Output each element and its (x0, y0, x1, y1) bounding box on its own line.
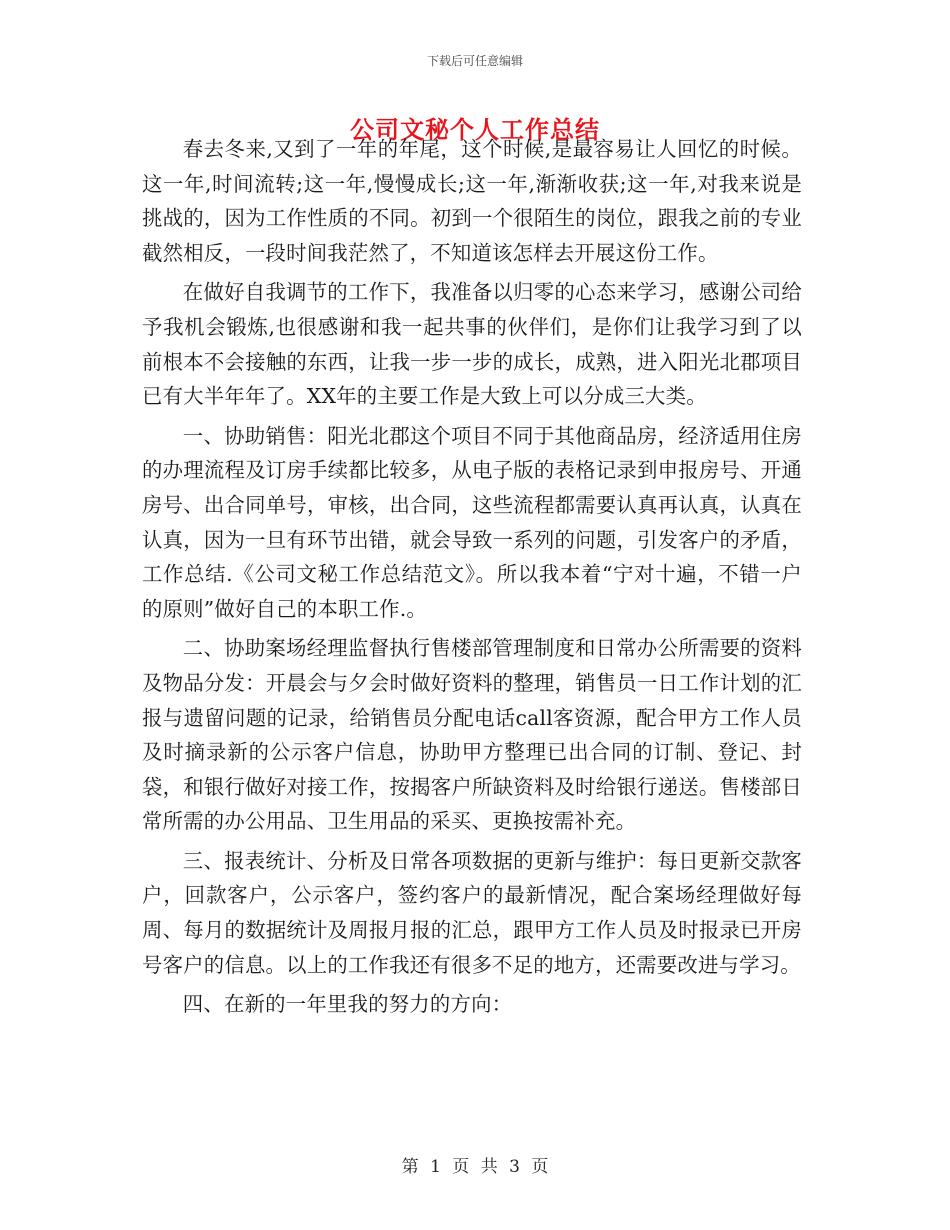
paragraph: 四、在新的一年里我的努力的方向： (182, 992, 513, 1017)
document-title: 公司文秘个人工作总结 (350, 116, 600, 144)
paragraph: 春去冬来,又到了一年的年尾，这个时候,是最容易让人回忆的时候。这一年,时间流转;这一年,慢慢成长;这一年,渐渐收获;这一年,对我来说是挑战的，因为工作性质的不同。初到一个很陌生的岗位，跟我之前的专业截然相反，一段时间我茫然了，不知道该怎样去开展这份工作。 (142, 137, 802, 265)
header-note: 下载后可任意编辑 (426, 54, 523, 68)
paragraph: 三、报表统计、分析及日常各项数据的更新与维护：每日更新交款客户，回款客户，公示客户，签约客户的最新情况，配合案场经理做好每周、每月的数据统计及周报月报的汇总，跟甲方工作人员及时报录已开房号客户的信息。以上的工作我还有很多不足的地方，还需要改进与学习。 (142, 848, 802, 977)
paragraph: 二、协助案场经理监督执行售楼部管理制度和日常办公所需要的资料及物品分发：开晨会与夕会时做好资料的整理，销售员一日工作计划的汇报与遗留问题的记录，给销售员分配电话call客资源，配合甲方工作人员及时摘录新的公示客户信息，协助甲方整理已出合同的订制、登记、封袋，和银行做好对接工作，按揭客户所缺资料及时给银行递送。售楼部日常所需的办公用品、卫生用品的采买、更换按需补充。 (142, 636, 802, 834)
paragraph: 一、协助销售：阳光北郡这个项目不同于其他商品房，经济适用住房的办理流程及订房手续都比较多，从电子版的表格记录到申报房号、开通房号、出合同单号，审核，出合同，这些流程都需要认真再认真，认真在认真，因为一旦有环节出错，就会导致一系列的问题，引发客户的矛盾，工作总结.《公司文秘工作总结范文》。所以我本着“宁对十遍，不错一户的原则”做好自己的本职工作.。 (142, 423, 802, 621)
document-body (142, 132, 802, 1027)
paragraph: 在做好自我调节的工作下，我准备以归零的心态来学习，感谢公司给予我机会锻炼,也很感谢和我一起共事的伙伴们，是你们让我学习到了以前根本不会接触的东西，让我一步一步的成长，成熟，进入阳光北郡项目已有大半年年了。XX年的主要工作是大致上可以分成三大类。 (142, 280, 802, 409)
page-number: 第 1 页 共 3 页 (401, 1157, 549, 1177)
